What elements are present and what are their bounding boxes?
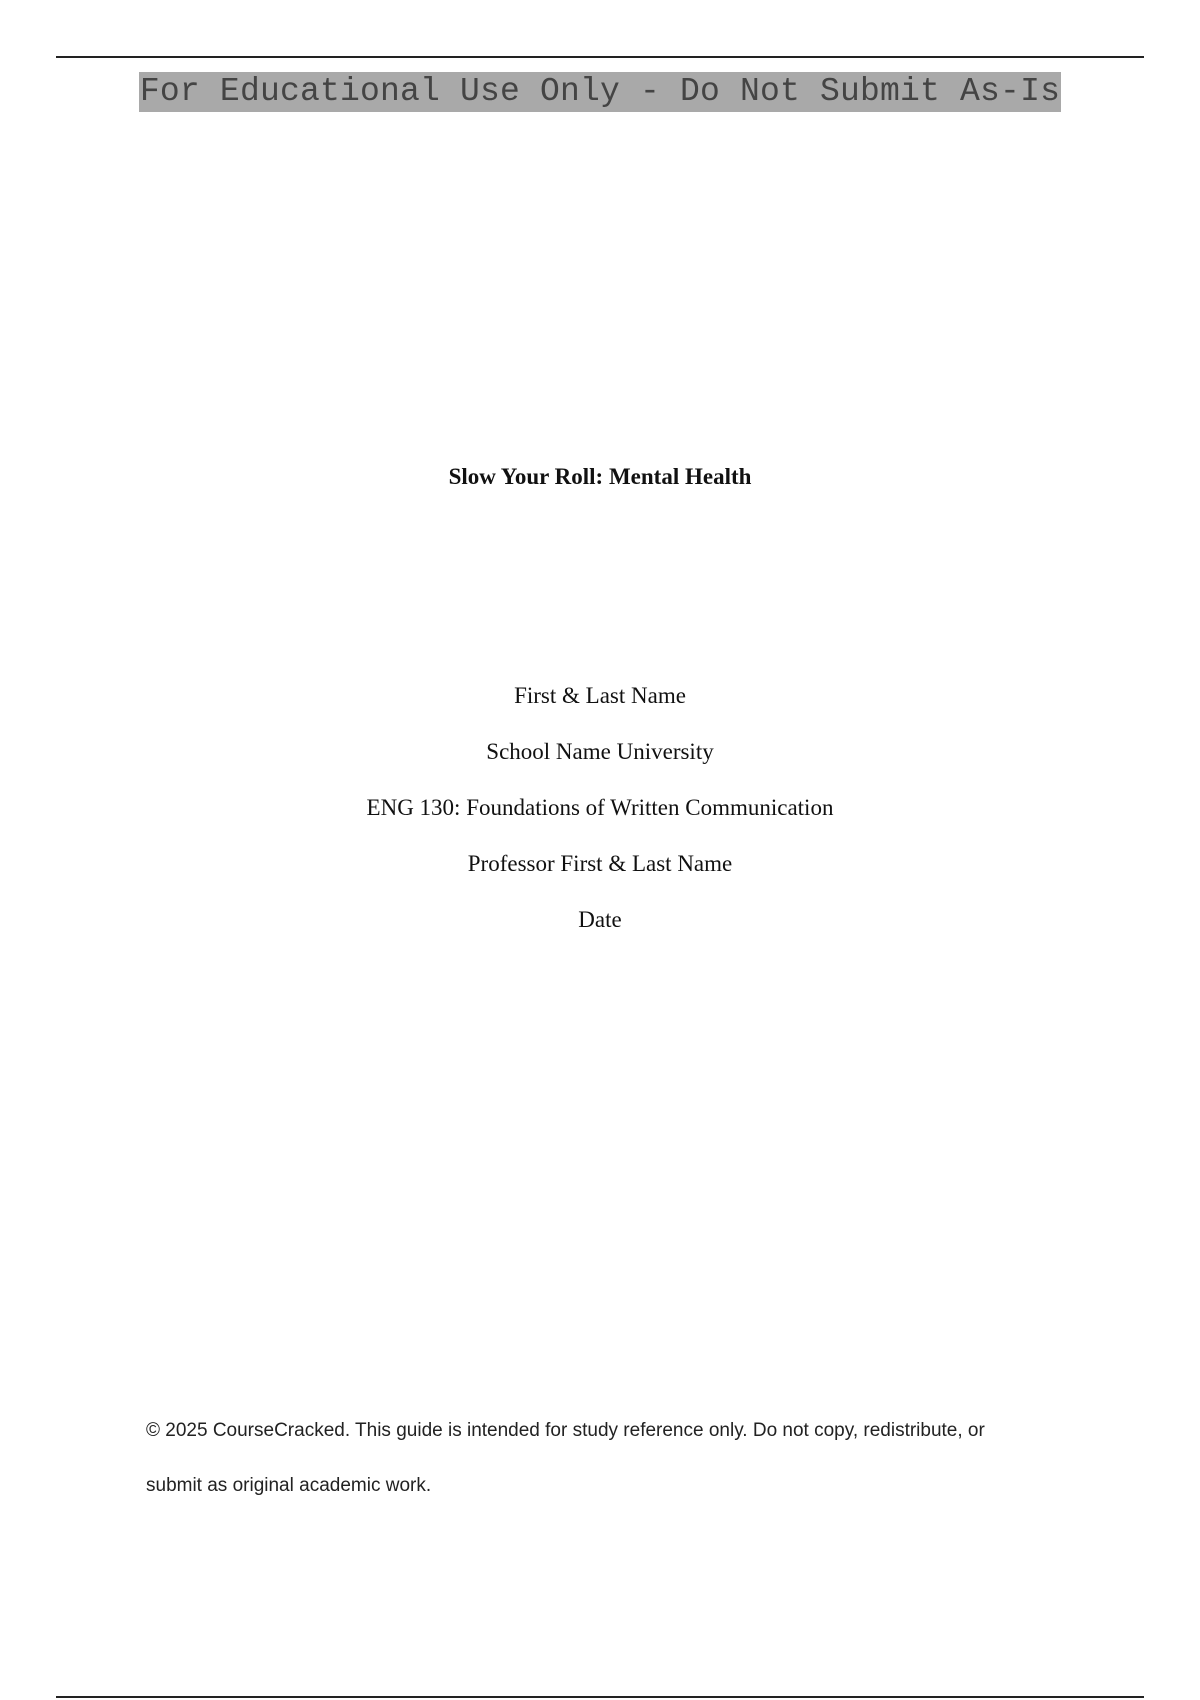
watermark-banner [0,72,1200,112]
copyright-line-2: submit as original academic work. [146,1475,432,1496]
submission-date: Date [578,907,622,932]
instructor-name: Professor First & Last Name [467,851,733,876]
author-name: First & Last Name [514,683,686,708]
title-page-info [0,681,1200,961]
bottom-rule [56,1696,1144,1698]
watermark-text: For Educational Use Only - Do Not Submit As-Is [139,73,1061,110]
copyright-line-1: © 2025 CourseCracked. This guide is intended for study reference only. Do not copy, redistribute, or [146,1420,985,1441]
course-name: ENG 130: Foundations of Written Communication [366,795,834,820]
copyright-notice [146,1418,1066,1528]
top-rule [56,56,1144,58]
institution-name: School Name University [486,739,714,764]
paper-title: Slow Your Roll: Mental Health [448,464,752,489]
